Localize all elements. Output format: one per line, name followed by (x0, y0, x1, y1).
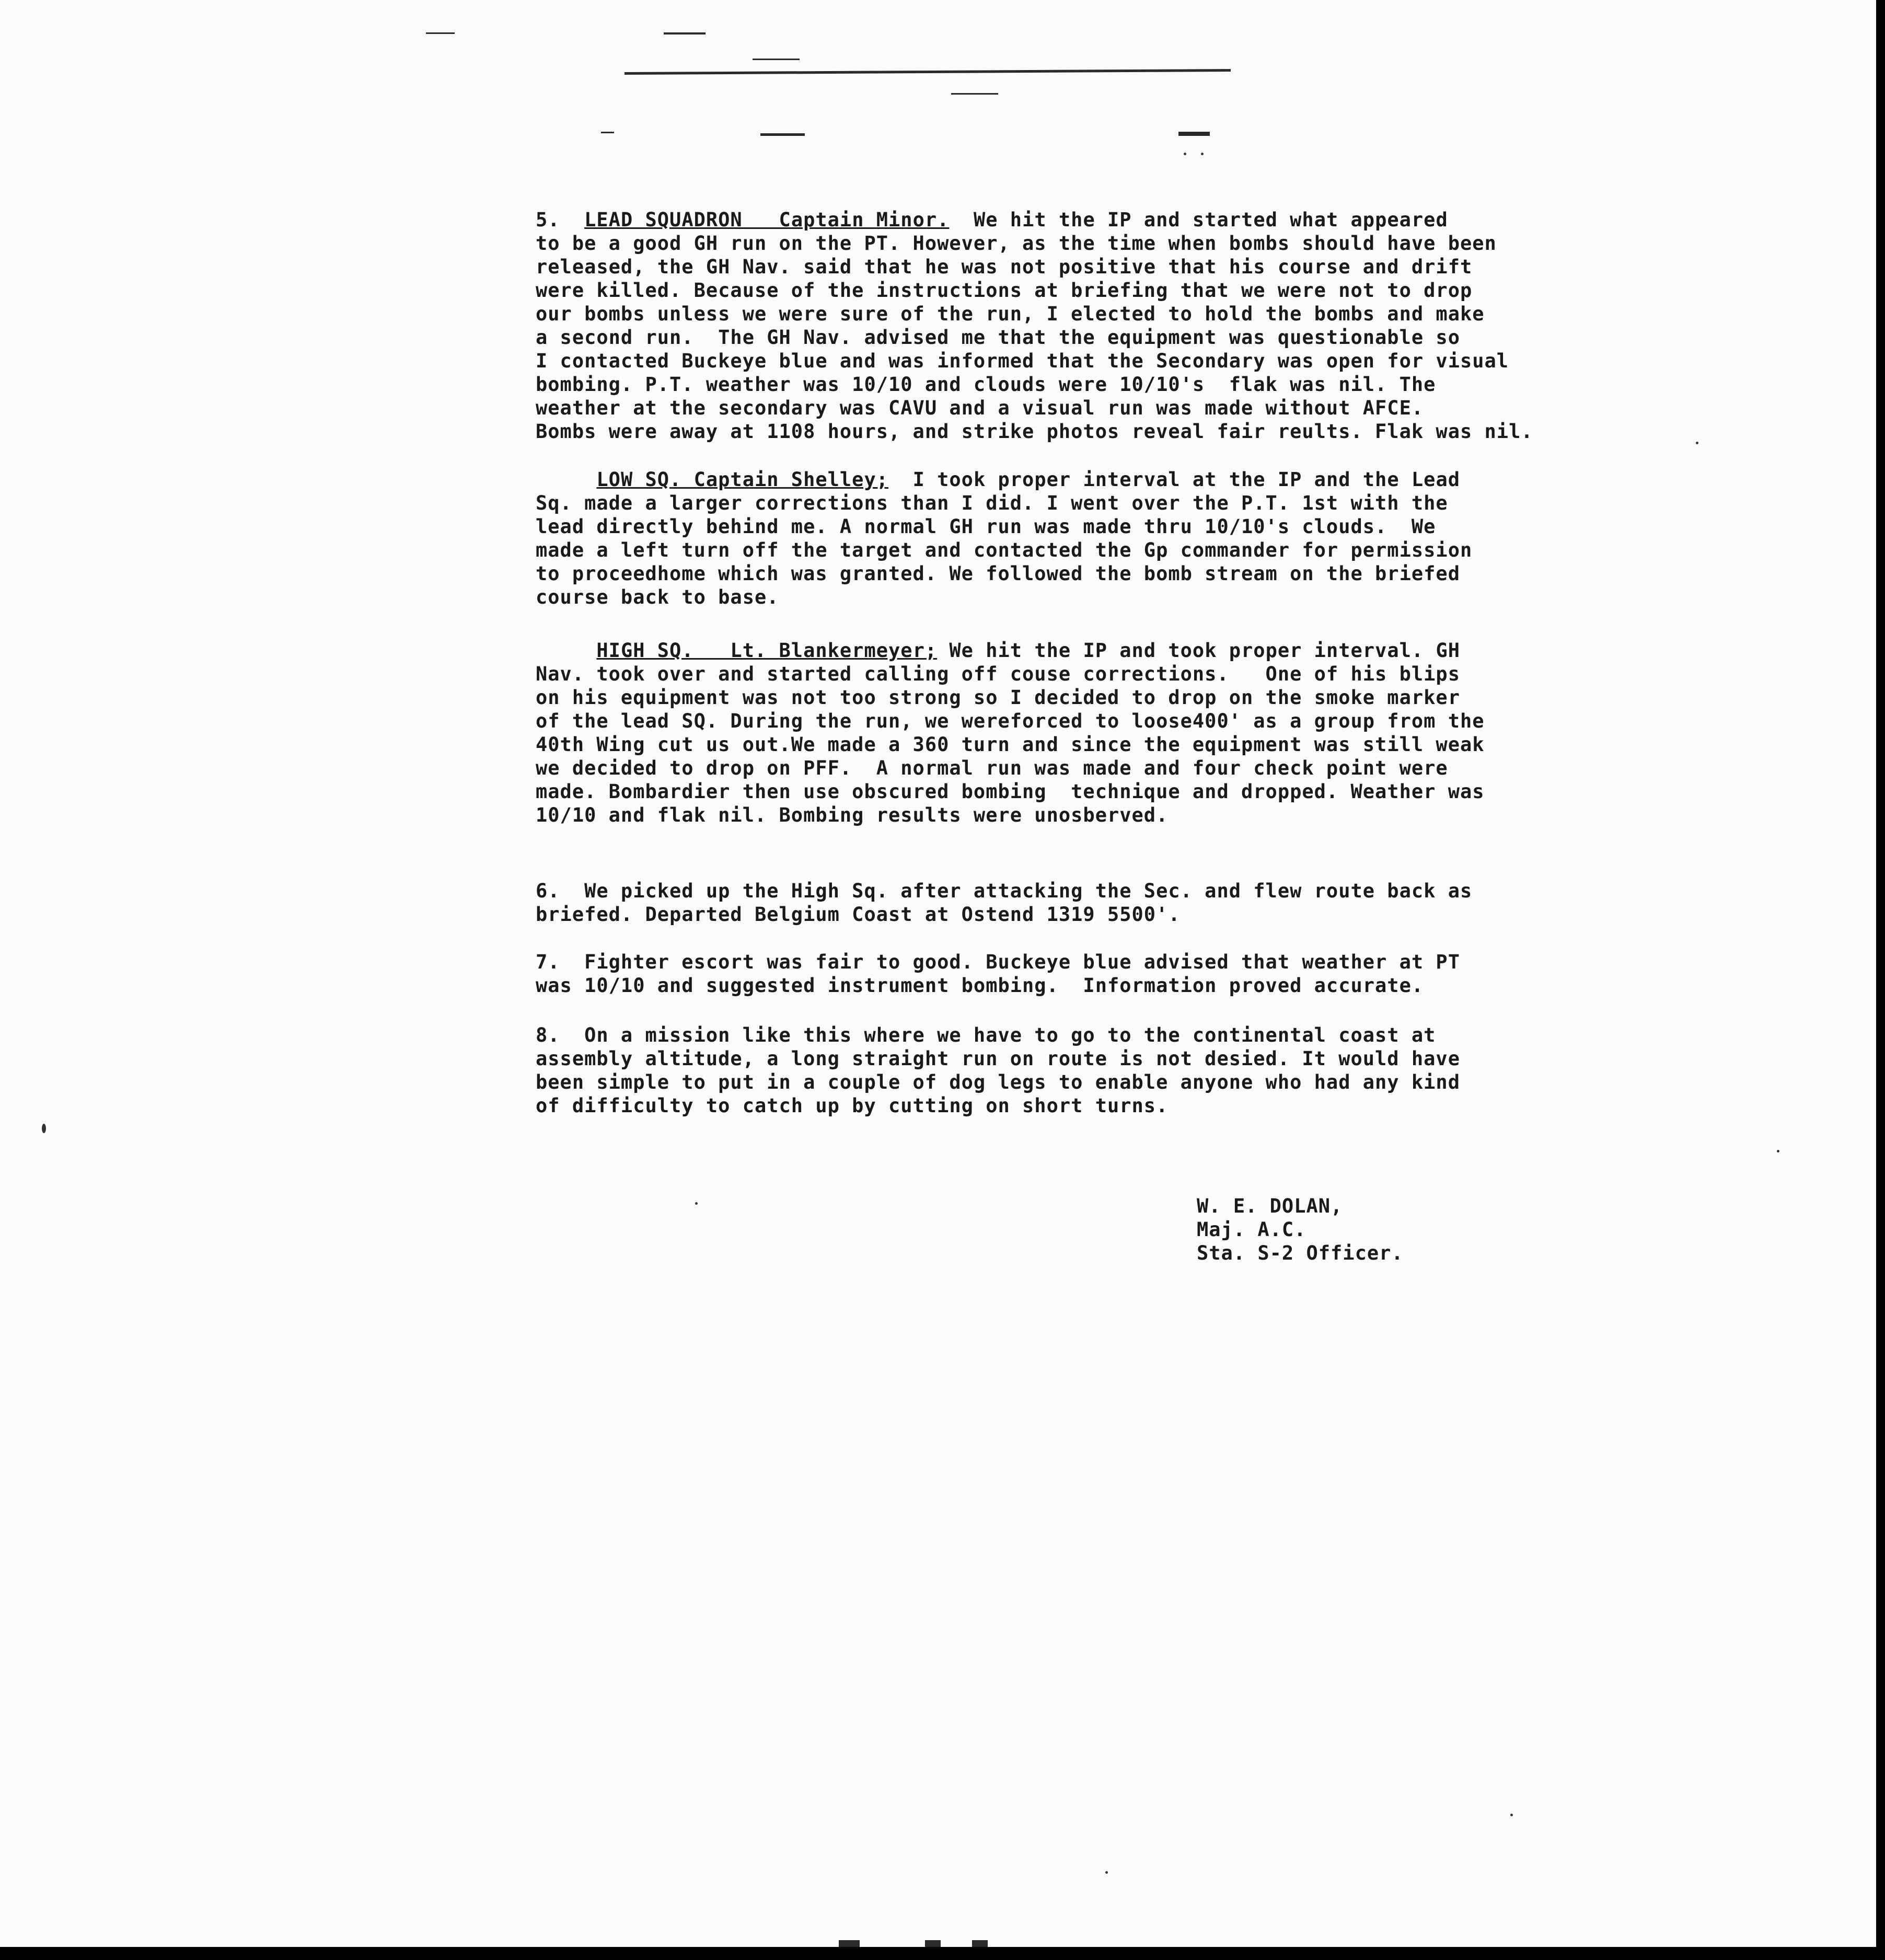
section-heading: HIGH SQ. Lt. Blankermeyer; (596, 639, 938, 662)
scan-speck (1510, 1814, 1513, 1816)
text-line: was 10/10 and suggested instrument bombing. Information proved accurate. (536, 974, 1424, 997)
scan-speck (1184, 153, 1186, 155)
text-line: We hit the IP and took proper interval. GH (949, 639, 1460, 662)
scan-artifact-line (1178, 132, 1210, 136)
scan-artifact-line (426, 32, 455, 34)
text-line: were killed. Because of the instructions at briefing that we were not to drop (536, 279, 1473, 302)
paragraph-5-lead-squadron (536, 208, 1591, 443)
signatory-title: Sta. S-2 Officer. (1197, 1242, 1404, 1264)
text-line: course back to base. (536, 586, 779, 608)
text-line: assembly altitude, a long straight run on route is not desied. It would have (536, 1047, 1460, 1070)
text-line: 8. On a mission like this where we have to go to the continental coast at (536, 1024, 1436, 1046)
text-line: We hit the IP and started what appeared (973, 209, 1448, 231)
signatory-rank: Maj. A.C. (1197, 1218, 1306, 1241)
paragraph-number: 5. (536, 209, 560, 231)
text-line: made. Bombardier then use obscured bombing technique and dropped. Weather was (536, 780, 1485, 803)
scan-artifact-line (625, 69, 1231, 75)
text-line: released, the GH Nav. said that he was not positive that his course and drift (536, 256, 1473, 278)
text-line: of the lead SQ. During the run, we wereforced to loose400' as a group from the (536, 710, 1485, 732)
text-line: Bombs were away at 1108 hours, and strike photos reveal fair reults. Flak was nil. (536, 420, 1533, 443)
scan-artifact-line (972, 1940, 988, 1947)
text-line: 6. We picked up the High Sq. after attacking the Sec. and flew route back as (536, 880, 1473, 902)
scan-artifact-line (760, 133, 805, 136)
text-line: our bombs unless we were sure of the run, I elected to hold the bombs and make (536, 303, 1485, 325)
paragraph-8 (536, 1023, 1591, 1117)
scan-speck (1777, 1150, 1779, 1152)
text-line: a second run. The GH Nav. advised me that the equipment was questionable so (536, 326, 1460, 349)
scan-artifact-line (753, 59, 800, 60)
scan-speck (1201, 153, 1204, 155)
text-line: on his equipment was not too strong so I decided to drop on the smoke marker (536, 686, 1460, 709)
text-line: weather at the secondary was CAVU and a visual run was made without AFCE. (536, 397, 1424, 419)
scan-artifact-line (601, 132, 614, 133)
scan-border-bottom (0, 1947, 1885, 1960)
scan-artifact-line (839, 1940, 860, 1947)
signatory-name: W. E. DOLAN, (1197, 1195, 1343, 1217)
text-line: of difficulty to catch up by cutting on short turns. (536, 1094, 1169, 1117)
text-line: to proceedhome which was granted. We followed the bomb stream on the briefed (536, 562, 1460, 585)
text-line: made a left turn off the target and contacted the Gp commander for permission (536, 539, 1473, 561)
scan-speck (42, 1124, 46, 1133)
scan-border-right (1876, 0, 1885, 1960)
section-heading: LOW SQ. Captain Shelley; (596, 468, 889, 491)
text-line: to be a good GH run on the PT. However, as the time when bombs should have been (536, 232, 1497, 255)
text-line: bombing. P.T. weather was 10/10 and clouds were 10/10's flak was nil. The (536, 373, 1436, 396)
paragraph-7 (536, 950, 1591, 997)
scan-speck (1105, 1871, 1108, 1874)
text-line: 10/10 and flak nil. Bombing results were unosberved. (536, 804, 1169, 826)
section-heading: LEAD SQUADRON Captain Minor. (584, 209, 950, 231)
paragraph-high-squadron (536, 639, 1591, 827)
text-line: I took proper interval at the IP and the Lead (912, 468, 1460, 491)
scan-speck (695, 1202, 698, 1205)
text-line: lead directly behind me. A normal GH run was made thru 10/10's clouds. We (536, 515, 1436, 538)
text-line: briefed. Departed Belgium Coast at Ostend 1319 5500'. (536, 903, 1181, 926)
text-line: I contacted Buckeye blue and was informed that the Secondary was open for visual (536, 350, 1509, 372)
text-line: Nav. took over and started calling off couse corrections. One of his blips (536, 663, 1460, 685)
text-line: Sq. made a larger corrections than I did. I went over the P.T. 1st with the (536, 492, 1448, 514)
scan-artifact-line (925, 1940, 941, 1947)
signature-block (1197, 1194, 1404, 1265)
scan-artifact-line (664, 32, 706, 34)
paragraph-6 (536, 879, 1591, 926)
text-line: been simple to put in a couple of dog legs to enable anyone who had any kind (536, 1071, 1460, 1093)
scan-speck (1696, 442, 1698, 444)
scan-artifact-line (951, 93, 998, 95)
text-line: 40th Wing cut us out.We made a 360 turn and since the equipment was still weak (536, 733, 1485, 756)
paragraph-low-squadron (536, 468, 1591, 609)
text-line: 7. Fighter escort was fair to good. Buckeye blue advised that weather at PT (536, 951, 1460, 973)
text-line: we decided to drop on PFF. A normal run was made and four check point were (536, 757, 1448, 779)
